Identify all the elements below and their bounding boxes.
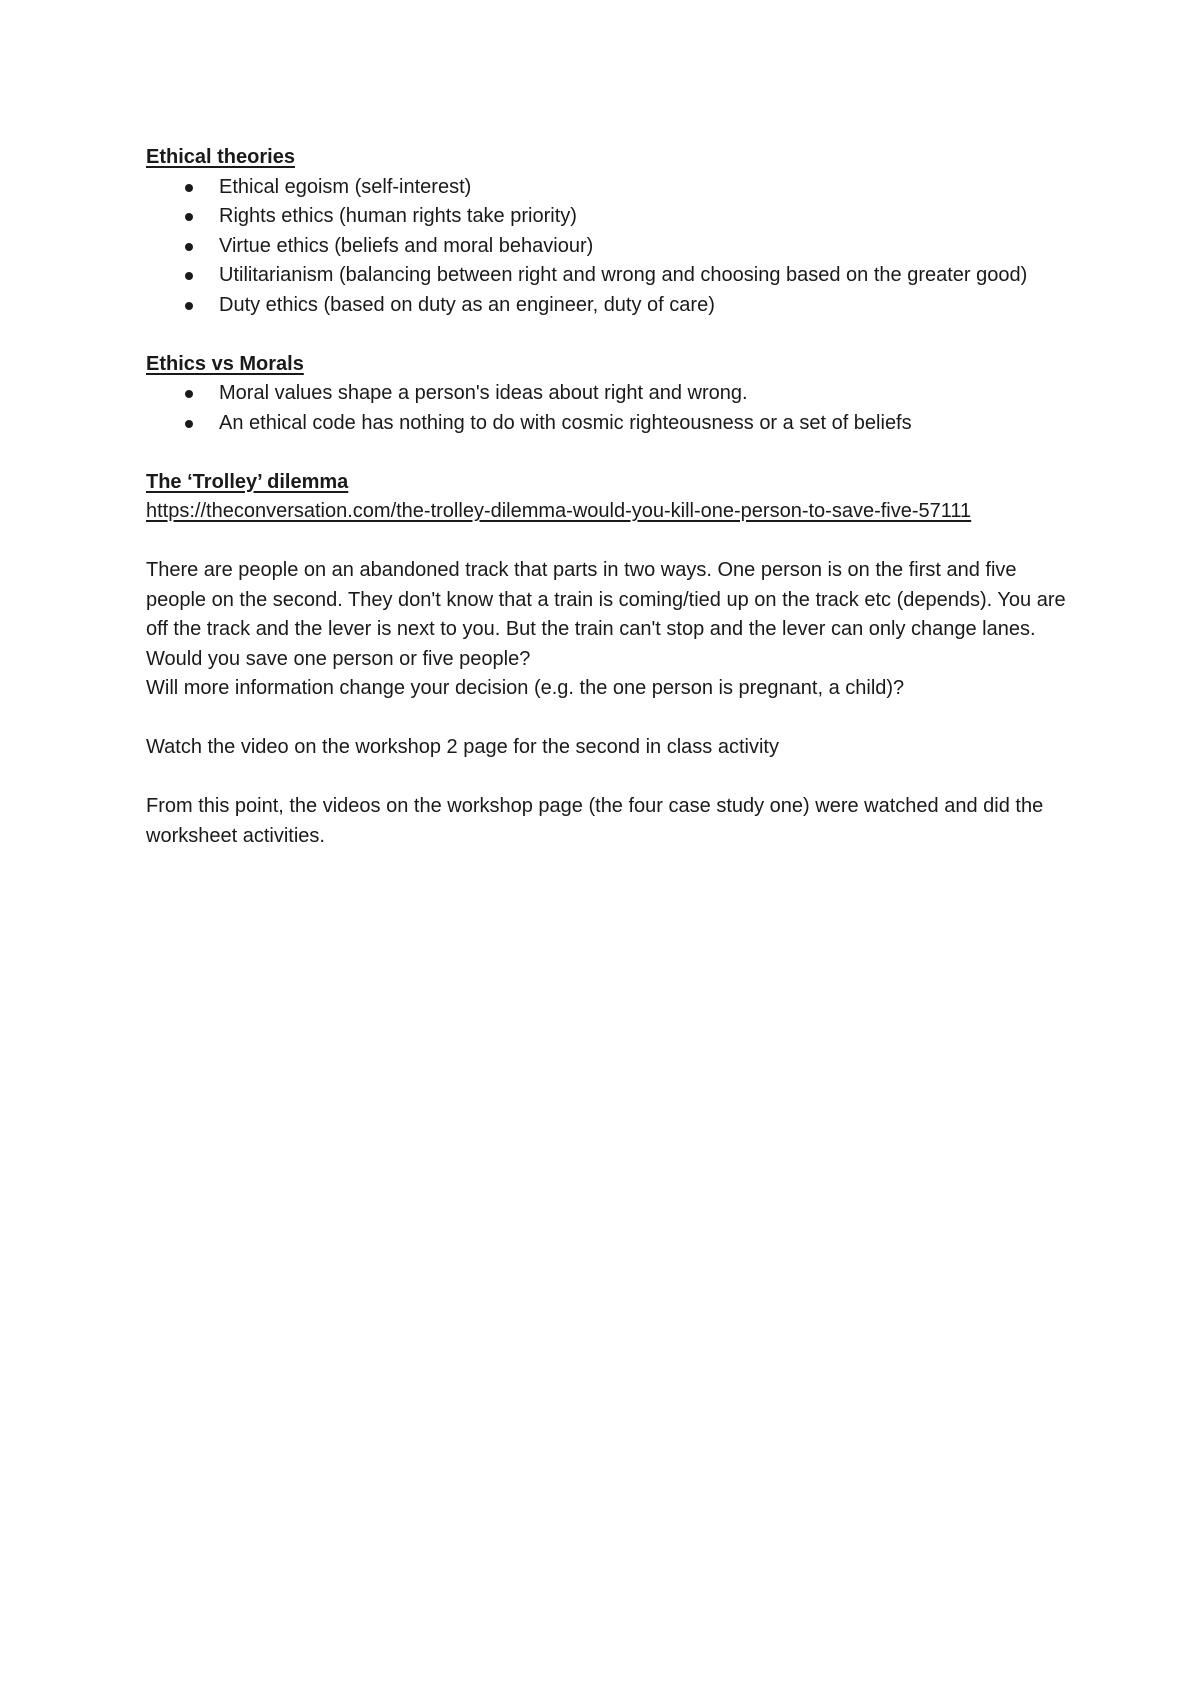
trolley-description: There are people on an abandoned track that parts in two ways. One person is on the first and five people on the second. They don't know that a train is coming/tied up on the track etc (depends). You are off the track and the lever is next to you. But the train can't stop and the lever can only change lanes. xyxy=(146,559,1066,640)
bullet-icon xyxy=(185,272,193,280)
list-item-text: Rights ethics (human rights take priority) xyxy=(219,205,577,227)
bullet-icon xyxy=(185,213,193,221)
closing-paragraph: From this point, the videos on the workshop page (the four case study one) were watched and did the worksheet activities. xyxy=(146,795,1044,847)
bullet-icon xyxy=(185,184,193,192)
list-item xyxy=(146,173,1066,203)
ethics-vs-morals-heading: Ethics vs Morals xyxy=(146,352,304,375)
ethics-vs-morals-list xyxy=(146,379,1066,438)
bullet-icon xyxy=(185,390,193,398)
video-note: Watch the video on the workshop 2 page for the second in class activity xyxy=(146,736,779,758)
list-item xyxy=(146,202,1066,232)
list-item xyxy=(146,261,1066,291)
spacer xyxy=(146,438,1066,468)
list-item-text: An ethical code has nothing to do with cosmic righteousness or a set of beliefs xyxy=(219,411,912,434)
list-item xyxy=(146,291,1066,321)
list-item xyxy=(146,232,1066,262)
trolley-question-2: Will more information change your decision (e.g. the one person is pregnant, a child)? xyxy=(146,677,905,699)
list-item-text: Virtue ethics (beliefs and moral behaviour) xyxy=(219,234,594,257)
list-item-text: Duty ethics (based on duty as an engineer, duty of care) xyxy=(219,293,715,316)
spacer xyxy=(146,320,1066,350)
trolley-article-link[interactable]: https://theconversation.com/the-trolley-dilemma-would-you-kill-one-person-to-save-five-57111 xyxy=(146,500,972,522)
list-item-text: Ethical egoism (self-interest) xyxy=(219,175,472,198)
trolley-question-1: Would you save one person or five people? xyxy=(146,647,531,670)
trolley-dilemma-heading: The ‘Trolley’ dilemma xyxy=(146,470,349,493)
spacer xyxy=(146,527,1066,557)
list-item-text: Utilitarianism (balancing between right and wrong and choosing based on the greater good) xyxy=(219,264,1028,286)
bullet-icon xyxy=(185,302,193,310)
spacer xyxy=(146,704,1066,734)
list-item xyxy=(146,379,1066,409)
bullet-icon xyxy=(185,243,193,251)
bullet-icon xyxy=(185,420,193,428)
spacer xyxy=(146,763,1066,793)
ethical-theories-list xyxy=(146,173,1066,321)
ethical-theories-heading: Ethical theories xyxy=(146,146,295,168)
document-page xyxy=(146,143,1066,851)
list-item xyxy=(146,409,1066,439)
list-item-text: Moral values shape a person's ideas about right and wrong. xyxy=(219,382,748,404)
